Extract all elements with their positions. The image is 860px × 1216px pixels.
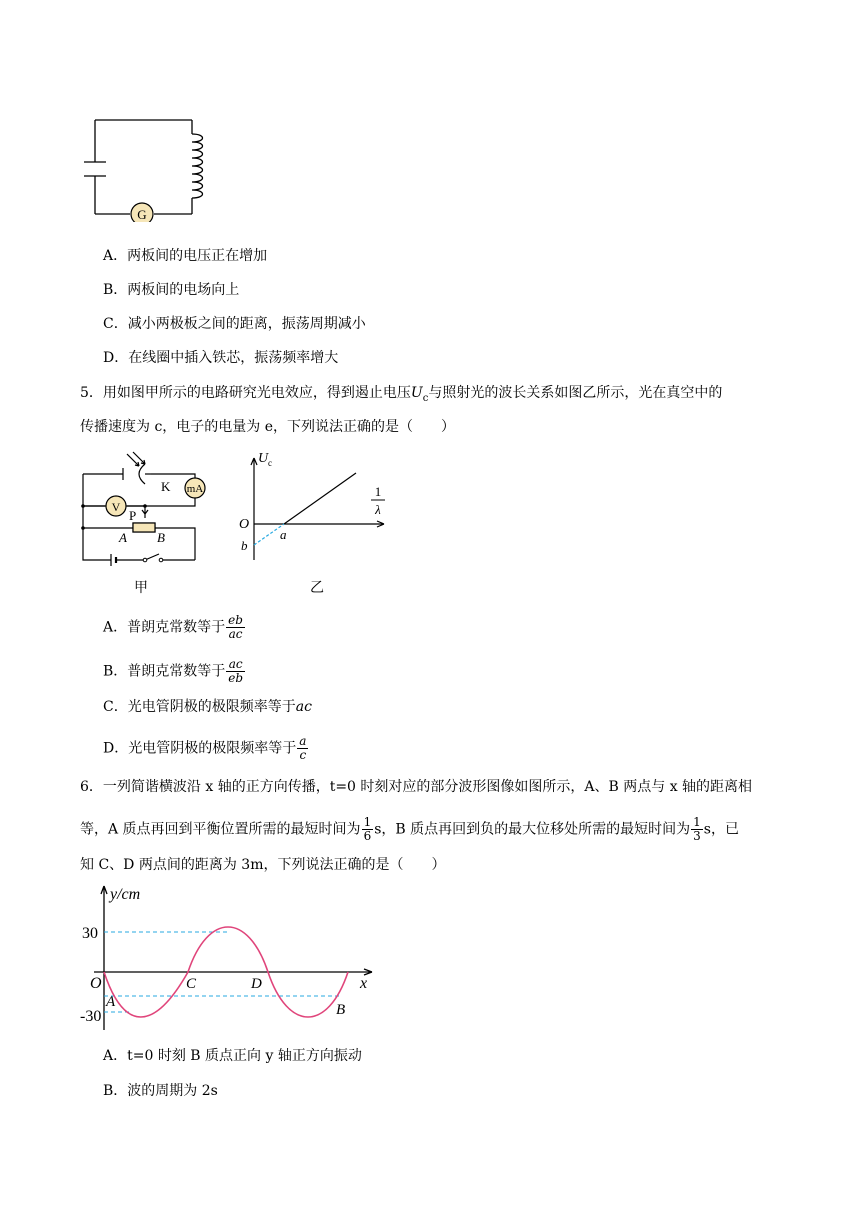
cathode-label: K <box>161 479 171 494</box>
q6-stem-line2: 等，A 质点再回到平衡位置所需的最短时间为 $\frac{1}{6}$ s，B 质点再回到负的最大位移处所需的最短时间为 $\frac{1}{3}$ s，已 <box>80 815 739 843</box>
q4-option-d: D．在线圈中插入铁芯，振荡频率增大 <box>103 350 339 366</box>
x-axis-label-denominator: λ <box>375 502 381 517</box>
rheostat-end-a-label: A <box>119 530 127 545</box>
q5-option-b: B．普朗克常数等于 $\frac{ac}{eb}$ <box>103 657 244 685</box>
q5-option-a: A．普朗克常数等于 $\frac{eb}{ac}$ <box>103 613 243 641</box>
x-axis-label: x <box>360 975 368 992</box>
point-a-label: A <box>106 994 116 1010</box>
origin-label: O <box>239 517 250 532</box>
origin-label: O <box>90 975 102 992</box>
milliammeter-label: mA <box>186 483 204 495</box>
q4-option-c: C．减小两极板之间的距离，振荡周期减小 <box>103 316 366 332</box>
q6-stem-line3: 知 C、D 两点间的距离为 3m，下列说法正确的是（ ） <box>80 857 446 873</box>
slider-label: P <box>129 508 137 523</box>
y-tick-neg30: -30 <box>80 1008 102 1025</box>
uc-axis-subscript: c <box>268 458 272 468</box>
q4-option-b: B．两板间的电场向上 <box>103 282 240 298</box>
wave-graph <box>80 880 380 1035</box>
stopping-voltage-graph <box>232 450 402 595</box>
q6-option-a: A．t=0 时刻 B 质点正向 y 轴正方向振动 <box>103 1048 362 1064</box>
x-axis-label-numerator: 1 <box>374 484 382 499</box>
rheostat-end-b-label: B <box>157 530 165 545</box>
q5-stem-line1: 5．用如图甲所示的电路研究光电效应，得到遏止电压$U_c$与照射光的波长关系如图乙所示，光在真空中的 <box>80 385 723 404</box>
q6-option-b: B．波的周期为 2s <box>103 1083 218 1099</box>
q5-stem-line2: 传播速度为 c，电子的电量为 e，下列说法正确的是（ ） <box>80 419 456 435</box>
q6-stem-line1: 6．一列简谐横波沿 x 轴的正方向传播，t=0 时刻对应的部分波形图像如图所示，A、B 两点与 x 轴的距离相 <box>80 779 753 795</box>
y-tick-30: 30 <box>82 925 98 942</box>
q5-option-d: D．光电管阴极的极限频率等于 $\frac{a}{c}$ <box>103 734 307 762</box>
intercept-a-label: a <box>280 527 287 542</box>
photoelectric-circuit-figure <box>75 450 215 595</box>
galvanometer-label: G <box>137 207 147 222</box>
q4-option-a: A．两板间的电压正在增加 <box>103 248 268 264</box>
point-c-label: C <box>186 976 197 992</box>
voltmeter-label: V <box>111 500 121 514</box>
y-axis-label: y/cm <box>110 886 141 903</box>
figure-yi-caption: 乙 <box>310 581 324 595</box>
figure-jia-caption: 甲 <box>134 581 148 595</box>
point-b-label: B <box>336 1002 346 1018</box>
intercept-b-label: b <box>241 538 248 553</box>
uc-axis-label: U <box>258 451 269 466</box>
q5-option-c: C．光电管阴极的极限频率等于ac <box>103 699 312 715</box>
point-d-label: D <box>251 976 262 992</box>
lc-circuit-figure <box>80 110 220 222</box>
